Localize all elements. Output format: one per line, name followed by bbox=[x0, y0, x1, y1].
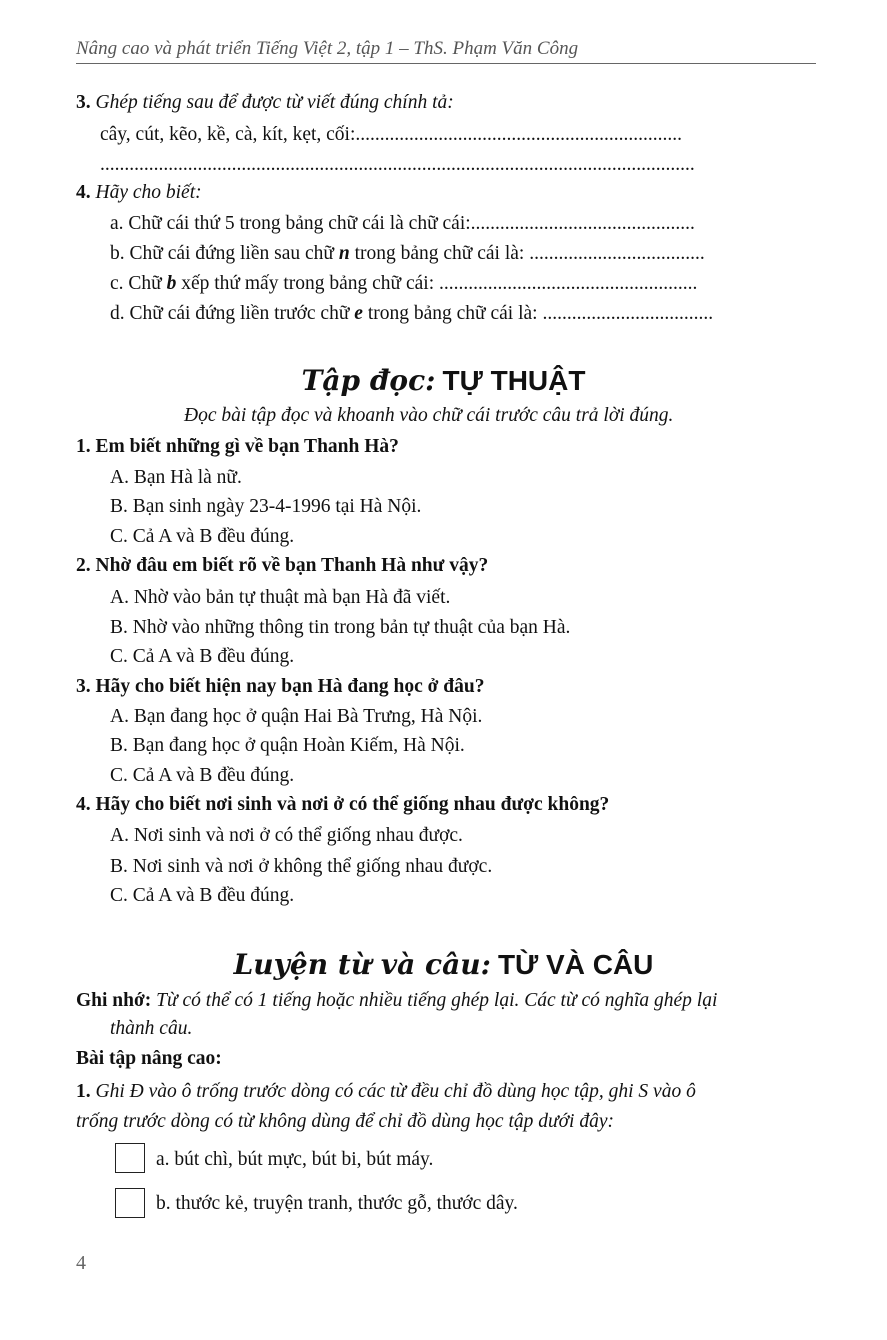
reading-q4-option-c: C. Cả A và B đều đúng. bbox=[110, 885, 295, 906]
reading-instruction: Đọc bài tập đọc và khoanh vào chữ cái trước câu trả lời đúng. bbox=[184, 405, 674, 426]
exercise-4-item-d bbox=[110, 301, 713, 327]
vocab-exercise-1-text-1: Ghi Đ vào ô trống trước dòng có các từ đều chỉ đồ dùng học tập, ghi S vào ô bbox=[95, 1081, 696, 1102]
item-d-text-pre: d. Chữ cái đứng liền trước chữ bbox=[110, 303, 355, 324]
exercise-4-prompt bbox=[76, 180, 202, 206]
exercise-3-line-2: .......................................................................................................................... bbox=[100, 154, 695, 175]
reading-q3-option-c: C. Cả A và B đều đúng. bbox=[110, 765, 295, 786]
exercise-4-item-a: a. Chữ cái thứ 5 trong bảng chữ cái là chữ cái:.............................................. bbox=[110, 213, 695, 234]
exercise-3-text: Ghép tiếng sau để được từ viết đúng chính tả: bbox=[95, 92, 454, 113]
running-header: Nâng cao và phát triển Tiếng Việt 2, tập 1 – ThS. Phạm Văn Công bbox=[76, 38, 579, 59]
reading-question-2: 2. Nhờ đâu em biết rõ về bạn Thanh Hà như vậy? bbox=[76, 555, 489, 576]
reading-q3-option-b: B. Bạn đang học ở quận Hoàn Kiếm, Hà Nội. bbox=[110, 735, 465, 756]
vocab-note-text-1: Từ có thể có 1 tiếng hoặc nhiều tiếng ghép lại. Các từ có nghĩa ghép lại bbox=[156, 990, 718, 1011]
vocab-option-a: a. bút chì, bút mực, bút bi, bút máy. bbox=[156, 1149, 434, 1170]
item-d-letter: e bbox=[354, 303, 363, 324]
exercise-4-text: Hãy cho biết: bbox=[95, 182, 202, 203]
exercise-3-number: 3. bbox=[76, 92, 91, 113]
reading-q2-option-a: A. Nhờ vào bản tự thuật mà bạn Hà đã viết. bbox=[110, 587, 451, 608]
exercise-3-prompt bbox=[76, 90, 454, 116]
vocab-note-label: Ghi nhớ: bbox=[76, 990, 152, 1011]
item-c-text-pre: c. Chữ bbox=[110, 273, 167, 294]
vocab-note bbox=[76, 988, 717, 1014]
item-b-text-pre: b. Chữ cái đứng liền sau chữ bbox=[110, 243, 339, 264]
reading-title-script: Tập đọc: bbox=[301, 364, 436, 397]
vocab-note-text-2: thành câu. bbox=[110, 1018, 193, 1039]
vocab-exercise-1-text-2: trống trước dòng có từ không dùng để chỉ đồ dùng học tập dưới đây: bbox=[76, 1111, 614, 1132]
exercise-3-line-1: cây, cút, kẽo, kề, cà, kít, kẹt, cối:................................................................... bbox=[100, 124, 683, 145]
reading-q3-option-a: A. Bạn đang học ở quận Hai Bà Trưng, Hà Nội. bbox=[110, 706, 483, 727]
exercise-4-item-b bbox=[110, 241, 705, 267]
exercise-4-number: 4. bbox=[76, 182, 91, 203]
item-c-letter: b bbox=[166, 273, 177, 294]
reading-question-1: 1. Em biết những gì về bạn Thanh Hà? bbox=[76, 436, 399, 457]
item-b-text-post: trong bảng chữ cái là: .................................... bbox=[349, 243, 705, 264]
reading-q2-option-b: B. Nhờ vào những thông tin trong bản tự thuật của bạn Hà. bbox=[110, 617, 571, 638]
reading-q1-option-b: B. Bạn sinh ngày 23-4-1996 tại Hà Nội. bbox=[110, 496, 422, 517]
reading-question-3: 3. Hãy cho biết hiện nay bạn Hà đang học ở đâu? bbox=[76, 676, 485, 697]
vocab-exercise-1-prompt bbox=[76, 1079, 696, 1105]
vocab-exercise-1-number: 1. bbox=[76, 1081, 91, 1102]
vocab-title-script: Luyện từ và câu: bbox=[233, 948, 491, 981]
reading-question-4: 4. Hãy cho biết nơi sinh và nơi ở có thể giống nhau được không? bbox=[76, 794, 610, 815]
reading-q1-option-c: C. Cả A và B đều đúng. bbox=[110, 526, 295, 547]
exercise-4-item-c bbox=[110, 271, 697, 297]
page-number: 4 bbox=[76, 1252, 86, 1274]
item-c-text-post: xếp thứ mấy trong bảng chữ cái: ..................................................... bbox=[176, 273, 698, 294]
item-b-letter: n bbox=[338, 243, 350, 264]
item-d-text-post: trong bảng chữ cái là: ................................... bbox=[362, 303, 714, 324]
reading-q2-option-c: C. Cả A và B đều đúng. bbox=[110, 646, 295, 667]
vocab-title-caps: TỪ VÀ CÂU bbox=[497, 949, 654, 980]
reading-q4-option-a: A. Nơi sinh và nơi ở có thể giống nhau được. bbox=[110, 825, 463, 846]
reading-q4-option-b: B. Nơi sinh và nơi ở không thể giống nhau được. bbox=[110, 856, 493, 877]
reading-section-title bbox=[0, 364, 887, 399]
reading-q1-option-a: A. Bạn Hà là nữ. bbox=[110, 467, 242, 488]
header-divider bbox=[76, 63, 816, 64]
reading-title-caps: TỰ THUẬT bbox=[442, 365, 586, 396]
advanced-exercises-label: Bài tập nâng cao: bbox=[76, 1048, 222, 1069]
vocab-option-b: b. thước kẻ, truyện tranh, thước gỗ, thước dây. bbox=[156, 1193, 518, 1214]
answer-box-a[interactable] bbox=[115, 1143, 145, 1173]
vocab-section-title bbox=[0, 948, 887, 983]
answer-box-b[interactable] bbox=[115, 1188, 145, 1218]
